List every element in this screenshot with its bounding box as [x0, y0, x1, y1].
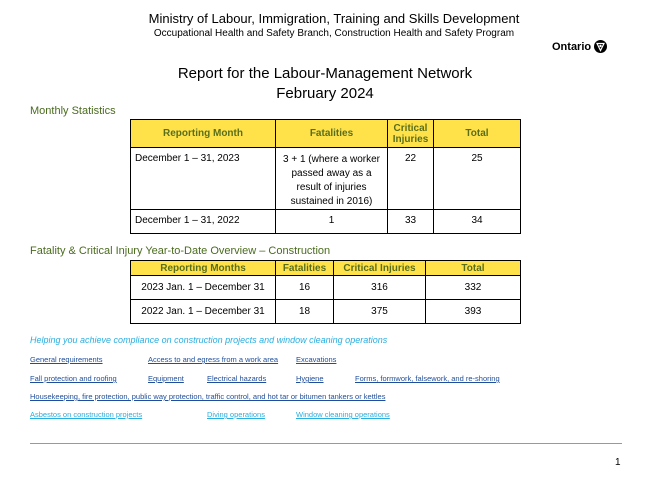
link-excavations[interactable]: Excavations: [296, 355, 337, 364]
col-header: Fatalities: [276, 261, 334, 276]
col-header: Reporting Month: [131, 120, 276, 148]
link-general-requirements[interactable]: General requirements: [30, 355, 103, 364]
col-header: Total: [434, 120, 521, 148]
link-access-egress[interactable]: Access to and egress from a work area: [148, 355, 279, 364]
table-header-row: [131, 261, 521, 276]
ontario-logo: [552, 40, 607, 53]
trillium-icon: [594, 40, 607, 53]
table-cell: December 1 – 31, 2022: [131, 210, 276, 234]
col-header: Fatalities: [276, 120, 388, 148]
link-fall-protection[interactable]: Fall protection and roofing: [30, 374, 117, 383]
link-electrical-hazards[interactable]: Electrical hazards: [207, 374, 267, 383]
table-header-row: [131, 120, 521, 148]
col-header: Critical Injuries: [334, 261, 426, 276]
col-header: Reporting Months: [131, 261, 276, 276]
page-number: 1: [615, 457, 621, 468]
table-cell: 2023 Jan. 1 – December 31: [131, 276, 276, 300]
ytd-overview-table: [130, 260, 521, 324]
link-forms-formwork[interactable]: Forms, formwork, falsework, and re-shoring: [355, 374, 500, 383]
link-window-cleaning[interactable]: Window cleaning operations: [296, 410, 390, 419]
table-cell: 22: [388, 148, 434, 210]
table-row: [131, 210, 521, 234]
table-cell: 1: [276, 210, 388, 234]
link-diving-operations[interactable]: Diving operations: [207, 410, 265, 419]
link-hygiene[interactable]: Hygiene: [296, 374, 324, 383]
table-cell: December 1 – 31, 2023: [131, 148, 276, 210]
logo-text: Ontario: [552, 40, 592, 53]
footer-divider: [30, 443, 622, 444]
table-cell: 16: [276, 276, 334, 300]
table-row: [131, 300, 521, 324]
link-equipment[interactable]: Equipment: [148, 374, 184, 383]
table-cell: 25: [434, 148, 521, 210]
monthly-statistics-table: [130, 119, 521, 234]
col-header: Critical Injuries: [388, 120, 434, 148]
col-header: Total: [426, 261, 521, 276]
table-cell: 2022 Jan. 1 – December 31: [131, 300, 276, 324]
report-title: Report for the Labour-Management Network: [177, 65, 473, 82]
link-housekeeping[interactable]: Housekeeping, fire protection, public way protection, traffic control, and hot tar or bitumen tankers or kettles: [30, 392, 386, 401]
table-cell: 316: [334, 276, 426, 300]
table-cell: 34: [434, 210, 521, 234]
monthly-heading: Monthly Statistics: [30, 105, 116, 117]
table-cell: 375: [334, 300, 426, 324]
table-cell: 18: [276, 300, 334, 324]
link-asbestos[interactable]: Asbestos on construction projects: [30, 410, 143, 419]
ytd-heading: Fatality & Critical Injury Year-to-Date Overview – Construction: [30, 245, 331, 257]
table-cell: 393: [426, 300, 521, 324]
ministry-name: Ministry of Labour, Immigration, Training and Skills Development: [148, 11, 520, 26]
help-text: Helping you achieve compliance on construction projects and window cleaning operations: [30, 335, 388, 345]
table-cell: 33: [388, 210, 434, 234]
table-cell: 3 + 1 (where a worker passed away as a result of injuries sustained in 2016): [276, 148, 388, 210]
report-period: February 2024: [276, 85, 374, 102]
table-cell: 332: [426, 276, 521, 300]
table-row: [131, 148, 521, 210]
program-name: Occupational Health and Safety Branch, Construction Health and Safety Program: [153, 28, 515, 39]
table-row: [131, 276, 521, 300]
